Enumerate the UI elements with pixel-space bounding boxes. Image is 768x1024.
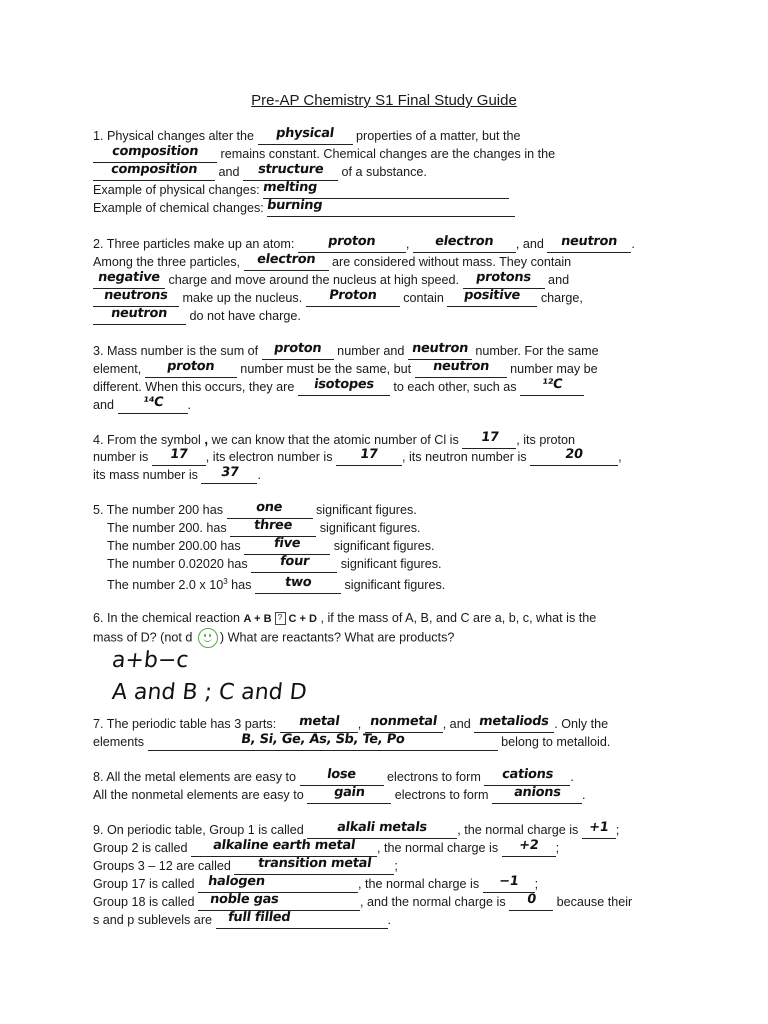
q9-text: Group 17 is called <box>93 877 199 891</box>
q2-blank-4[interactable] <box>244 252 329 271</box>
q4-line-2 <box>93 449 622 466</box>
q9-line-1 <box>93 822 619 839</box>
q5-text: has <box>227 578 255 593</box>
q1-blank-2[interactable] <box>93 144 217 163</box>
q7-text: , <box>357 717 365 731</box>
q9-answer-1: alkali metals <box>336 820 429 835</box>
q1-answer-6: burning <box>266 198 324 213</box>
q3-answer-6: ¹²C <box>541 377 564 392</box>
q4-text: we can know that the atomic number of Cl is <box>208 433 463 447</box>
q7-answer-3: metaliods <box>478 714 551 729</box>
q9-text: Group 18 is called <box>93 895 199 909</box>
q8-text: 8. All the metal elements are easy to <box>93 770 300 784</box>
q9-blank-2[interactable] <box>582 820 616 839</box>
q2-text: , and <box>515 237 548 251</box>
q3-blank-3[interactable] <box>145 359 237 378</box>
q9-line-4 <box>93 876 538 893</box>
q8-answer-3: gain <box>332 785 366 800</box>
q1-text: 1. Physical changes alter the <box>93 129 258 143</box>
q8-blank-3[interactable] <box>307 785 391 804</box>
q9-text: because their <box>553 895 633 909</box>
q8-text: electrons to form <box>383 770 485 784</box>
q5-answer-4: four <box>278 554 310 569</box>
q3-line-1 <box>93 343 599 360</box>
q5-blank-5[interactable] <box>255 575 341 594</box>
q5-answer-3: five <box>273 536 302 551</box>
q3-text: number must be the same, but <box>236 362 415 376</box>
q3-blank-1[interactable] <box>262 341 334 360</box>
q4-blank-1[interactable] <box>462 430 516 449</box>
page-title: Pre-AP Chemistry S1 Final Study Guide <box>251 92 517 109</box>
q3-text: element, <box>93 362 145 376</box>
q5-text: significant figures. <box>340 578 446 593</box>
q9-text: , the normal charge is <box>457 823 582 837</box>
q7-text: . Only the <box>554 717 609 731</box>
q9-text: , and the normal charge is <box>360 895 510 909</box>
q9-line-2 <box>93 840 559 857</box>
q5-text: The number 2.0 x 10 <box>107 578 224 593</box>
q3-answer-3: proton <box>166 359 216 374</box>
q8-blank-1[interactable] <box>300 767 384 786</box>
q8-text: . <box>570 770 574 784</box>
q2-line-4 <box>93 290 583 307</box>
q1-blank-4[interactable] <box>243 162 338 181</box>
q9-blank-9[interactable] <box>509 892 553 911</box>
q5-blank-2[interactable] <box>230 518 316 537</box>
q2-text: , <box>405 237 413 251</box>
q1-text: Example of physical changes: <box>93 183 264 197</box>
q2-answer-9: positive <box>463 288 522 303</box>
q5-answer-5: two <box>283 575 313 591</box>
q9-blank-10[interactable] <box>216 910 388 929</box>
q9-text: Groups 3 – 12 are called <box>93 859 235 873</box>
q9-text: ; <box>394 859 398 873</box>
q5-text: significant figures. <box>316 521 421 535</box>
q7-answer-2: nonmetal <box>369 714 439 729</box>
q4-text: 4. From the symbol <box>93 433 205 447</box>
q2-line-3 <box>93 272 569 289</box>
q2-blank-3[interactable] <box>547 234 631 253</box>
q2-blank-1[interactable] <box>298 234 406 253</box>
q6-text: mass of D? (not d <box>93 630 196 645</box>
q2-text: 2. Three particles make up an atom: <box>93 237 298 251</box>
q4-blank-3[interactable] <box>336 447 402 466</box>
q3-blank-4[interactable] <box>415 359 507 378</box>
q4-symbol-placeholder: , <box>204 431 209 447</box>
q6-text: , if the mass of A, B, and C are a, b, c, what is the <box>316 611 597 625</box>
q8-answer-1: lose <box>326 767 358 782</box>
q9-answer-7: −1 <box>497 874 520 889</box>
q3-blank-7[interactable] <box>118 395 188 414</box>
q2-blank-2[interactable] <box>413 234 516 253</box>
q6-line-2 <box>93 628 454 648</box>
q3-text: . <box>187 398 192 412</box>
q9-answer-8: noble gas <box>209 892 280 907</box>
q3-text: number may be <box>506 362 598 376</box>
q2-answer-10: neutron <box>110 306 169 321</box>
q5-line-4 <box>107 556 442 573</box>
q5-line-2 <box>107 520 421 537</box>
q4-answer-4: 20 <box>564 447 584 462</box>
q7-answer-4: B, Si, Ge, As, Sb, Te, Po <box>239 732 406 747</box>
q3-answer-5: isotopes <box>313 377 375 392</box>
q9-answer-2: +1 <box>588 820 610 835</box>
q5-text: significant figures. <box>337 557 442 571</box>
q4-text: , its neutron number is <box>401 450 531 464</box>
q4-answer-2: 17 <box>169 447 189 462</box>
q3-line-3 <box>93 379 584 396</box>
q9-blank-7[interactable] <box>483 874 535 893</box>
q1-line-5 <box>93 200 515 217</box>
q1-text: of a substance. <box>338 165 427 179</box>
q2-text: Among the three particles, <box>93 255 244 269</box>
q9-text: 9. On periodic table, Group 1 is called <box>93 823 308 837</box>
q8-answer-4: anions <box>512 785 562 800</box>
q9-answer-4: +2 <box>517 838 540 853</box>
q4-answer-5: 37 <box>219 465 240 480</box>
q8-answer-2: cations <box>500 767 554 782</box>
q2-text: make up the nucleus. <box>179 291 306 305</box>
q4-answer-1: 17 <box>479 430 500 445</box>
q1-line-1 <box>93 128 521 145</box>
q3-answer-7: ¹⁴C <box>141 395 164 410</box>
q2-blank-7[interactable] <box>93 288 179 307</box>
q7-line-1 <box>93 716 608 733</box>
q5-text: The number 200.00 has <box>107 539 245 553</box>
q7-blank-4[interactable] <box>148 732 498 751</box>
q3-text: and <box>93 398 118 412</box>
q2-blank-10[interactable] <box>93 306 186 325</box>
q9-answer-3: alkaline earth metal <box>212 838 357 853</box>
q1-text: remains constant. Chemical changes are the changes in the <box>217 147 556 161</box>
q1-blank-5[interactable] <box>262 180 509 199</box>
q5-exponent: 3 <box>223 577 228 586</box>
q3-answer-2: neutron <box>410 341 470 356</box>
q4-text: , its proton <box>516 433 576 447</box>
q3-line-2 <box>93 361 598 378</box>
q5-answer-1: one <box>255 500 284 515</box>
q9-line-6 <box>93 912 391 929</box>
q3-blank-6[interactable] <box>520 377 584 396</box>
q6-line-1 <box>93 610 596 627</box>
q9-blank-3[interactable] <box>191 838 377 857</box>
q9-text: . <box>387 913 392 927</box>
q3-line-4 <box>93 397 191 414</box>
q2-line-2 <box>93 254 571 271</box>
q9-blank-6[interactable] <box>198 874 358 893</box>
q6-products: C + D <box>288 613 317 625</box>
q3-text: to each other, such as <box>389 380 521 394</box>
q9-line-5 <box>93 894 632 911</box>
q7-blank-2[interactable] <box>365 714 443 733</box>
q4-blank-2[interactable] <box>152 447 206 466</box>
q3-text: different. When this occurs, they are <box>93 380 298 394</box>
q4-text: . <box>257 468 261 482</box>
q7-text: elements <box>93 735 148 749</box>
q9-blank-5[interactable] <box>234 856 394 875</box>
q5-blank-4[interactable] <box>251 554 337 573</box>
q4-text: its mass number is <box>93 468 202 482</box>
q1-blank-6[interactable] <box>266 198 515 217</box>
q2-text: and <box>544 273 570 287</box>
q4-text: , <box>618 450 622 464</box>
q1-text: Example of chemical changes: <box>93 201 268 215</box>
q9-blank-4[interactable] <box>502 838 556 857</box>
q8-blank-2[interactable] <box>484 767 570 786</box>
q3-text: 3. Mass number is the sum of <box>93 344 262 358</box>
q2-text: contain <box>399 291 448 305</box>
q4-line-3 <box>93 467 261 484</box>
q5-blank-3[interactable] <box>244 536 330 555</box>
q8-text: . <box>582 788 586 802</box>
q2-answer-6: protons <box>475 270 533 285</box>
q2-answer-8: Proton <box>327 288 378 303</box>
q2-answer-1: proton <box>327 234 377 249</box>
q2-blank-8[interactable] <box>306 288 400 307</box>
q9-answer-10: full filled <box>226 910 291 925</box>
q2-blank-9[interactable] <box>447 288 537 307</box>
q6-handwritten-answer-2: A and B ; C and D <box>110 680 308 705</box>
q4-blank-4[interactable] <box>530 447 618 466</box>
q1-text: and <box>215 165 244 179</box>
q5-text: The number 200. has <box>107 521 231 535</box>
q1-answer-2: composition <box>110 144 200 159</box>
q2-line-1 <box>93 236 635 253</box>
q3-text: number. For the same <box>471 344 599 358</box>
q2-line-5 <box>93 308 301 325</box>
q8-text: electrons to form <box>391 788 493 802</box>
q5-text: 5. The number 200 has <box>93 503 227 517</box>
q3-answer-1: proton <box>273 341 323 356</box>
q7-blank-1[interactable] <box>280 714 358 733</box>
q4-text: , its electron number is <box>205 450 336 464</box>
q2-answer-7: neutrons <box>103 288 169 303</box>
q2-answer-2: electron <box>434 234 495 249</box>
q9-text: Group 2 is called <box>93 841 192 855</box>
q1-line-2 <box>93 146 555 163</box>
q7-text: belong to metalloid. <box>497 735 611 749</box>
q9-answer-9: 0 <box>525 892 537 907</box>
q2-text: are considered without mass. They contain <box>328 255 572 269</box>
q1-text: properties of a matter, but the <box>352 129 521 143</box>
q5-text: significant figures. <box>330 539 435 553</box>
q7-answer-1: metal <box>297 714 340 729</box>
q9-text: , the normal charge is <box>377 841 502 855</box>
q6-reactants: A + B <box>243 613 272 625</box>
q9-blank-8[interactable] <box>198 892 360 911</box>
q4-text: number is <box>93 450 152 464</box>
q1-line-4 <box>93 182 509 199</box>
q2-blank-6[interactable] <box>463 270 545 289</box>
q1-answer-4: structure <box>256 162 325 177</box>
q6-handwritten-answer-1: a+b−c <box>110 648 190 673</box>
q8-blank-4[interactable] <box>492 785 582 804</box>
q1-line-3 <box>93 164 427 181</box>
q8-line-1 <box>93 769 574 786</box>
q2-answer-4: electron <box>255 252 317 267</box>
q8-text: All the nonmetal elements are easy to <box>93 788 308 802</box>
q9-answer-5: transition metal <box>256 856 373 871</box>
q2-text: charge, <box>537 291 583 305</box>
q2-text: do not have charge. <box>186 309 301 323</box>
q1-answer-1: physical <box>275 126 336 141</box>
q3-blank-2[interactable] <box>408 341 472 360</box>
q4-line-1 <box>93 431 575 449</box>
reaction-arrow-icon: ? <box>275 612 286 625</box>
q5-text: The number 0.02020 has <box>107 557 252 571</box>
q2-text: . <box>631 237 635 251</box>
q5-text: significant figures. <box>312 503 417 517</box>
q9-answer-6: halogen <box>207 874 266 889</box>
q5-line-1 <box>93 502 417 519</box>
q5-line-5 <box>107 574 445 594</box>
q1-answer-3: composition <box>109 162 199 177</box>
q2-answer-3: neutron <box>560 234 619 249</box>
q2-text: charge and move around the nucleus at high speed. <box>165 273 463 287</box>
q2-answer-5: negative <box>97 270 161 285</box>
q6-text: ) What are reactants? What are products? <box>219 630 455 645</box>
q2-blank-5[interactable] <box>93 270 165 289</box>
q4-blank-5[interactable] <box>201 465 257 484</box>
q9-text: ; <box>615 823 620 837</box>
q3-text: number and <box>333 344 408 358</box>
q6-text: 6. In the chemical reaction <box>93 611 244 625</box>
smiley-face-icon <box>198 628 218 648</box>
q1-answer-5: melting <box>262 180 319 195</box>
q5-blank-1[interactable] <box>227 500 313 519</box>
q9-line-3 <box>93 858 398 875</box>
q9-text: , the normal charge is <box>358 877 483 891</box>
q1-blank-3[interactable] <box>93 162 215 181</box>
q7-text: 7. The periodic table has 3 parts: <box>93 717 280 731</box>
q3-blank-5[interactable] <box>298 377 390 396</box>
q1-blank-1[interactable] <box>258 126 353 145</box>
q9-text: ; <box>534 877 539 891</box>
q9-text: s and p sublevels are <box>93 913 216 927</box>
q7-blank-3[interactable] <box>474 714 554 733</box>
q9-blank-1[interactable] <box>307 820 457 839</box>
q7-text: , and <box>442 717 475 731</box>
q8-line-2 <box>93 787 586 804</box>
q5-line-3 <box>107 538 435 555</box>
q7-line-2 <box>93 734 610 751</box>
q5-answer-2: three <box>253 518 294 533</box>
q3-answer-4: neutron <box>431 359 490 374</box>
q4-answer-3: 17 <box>359 447 379 462</box>
q9-text: ; <box>555 841 560 855</box>
